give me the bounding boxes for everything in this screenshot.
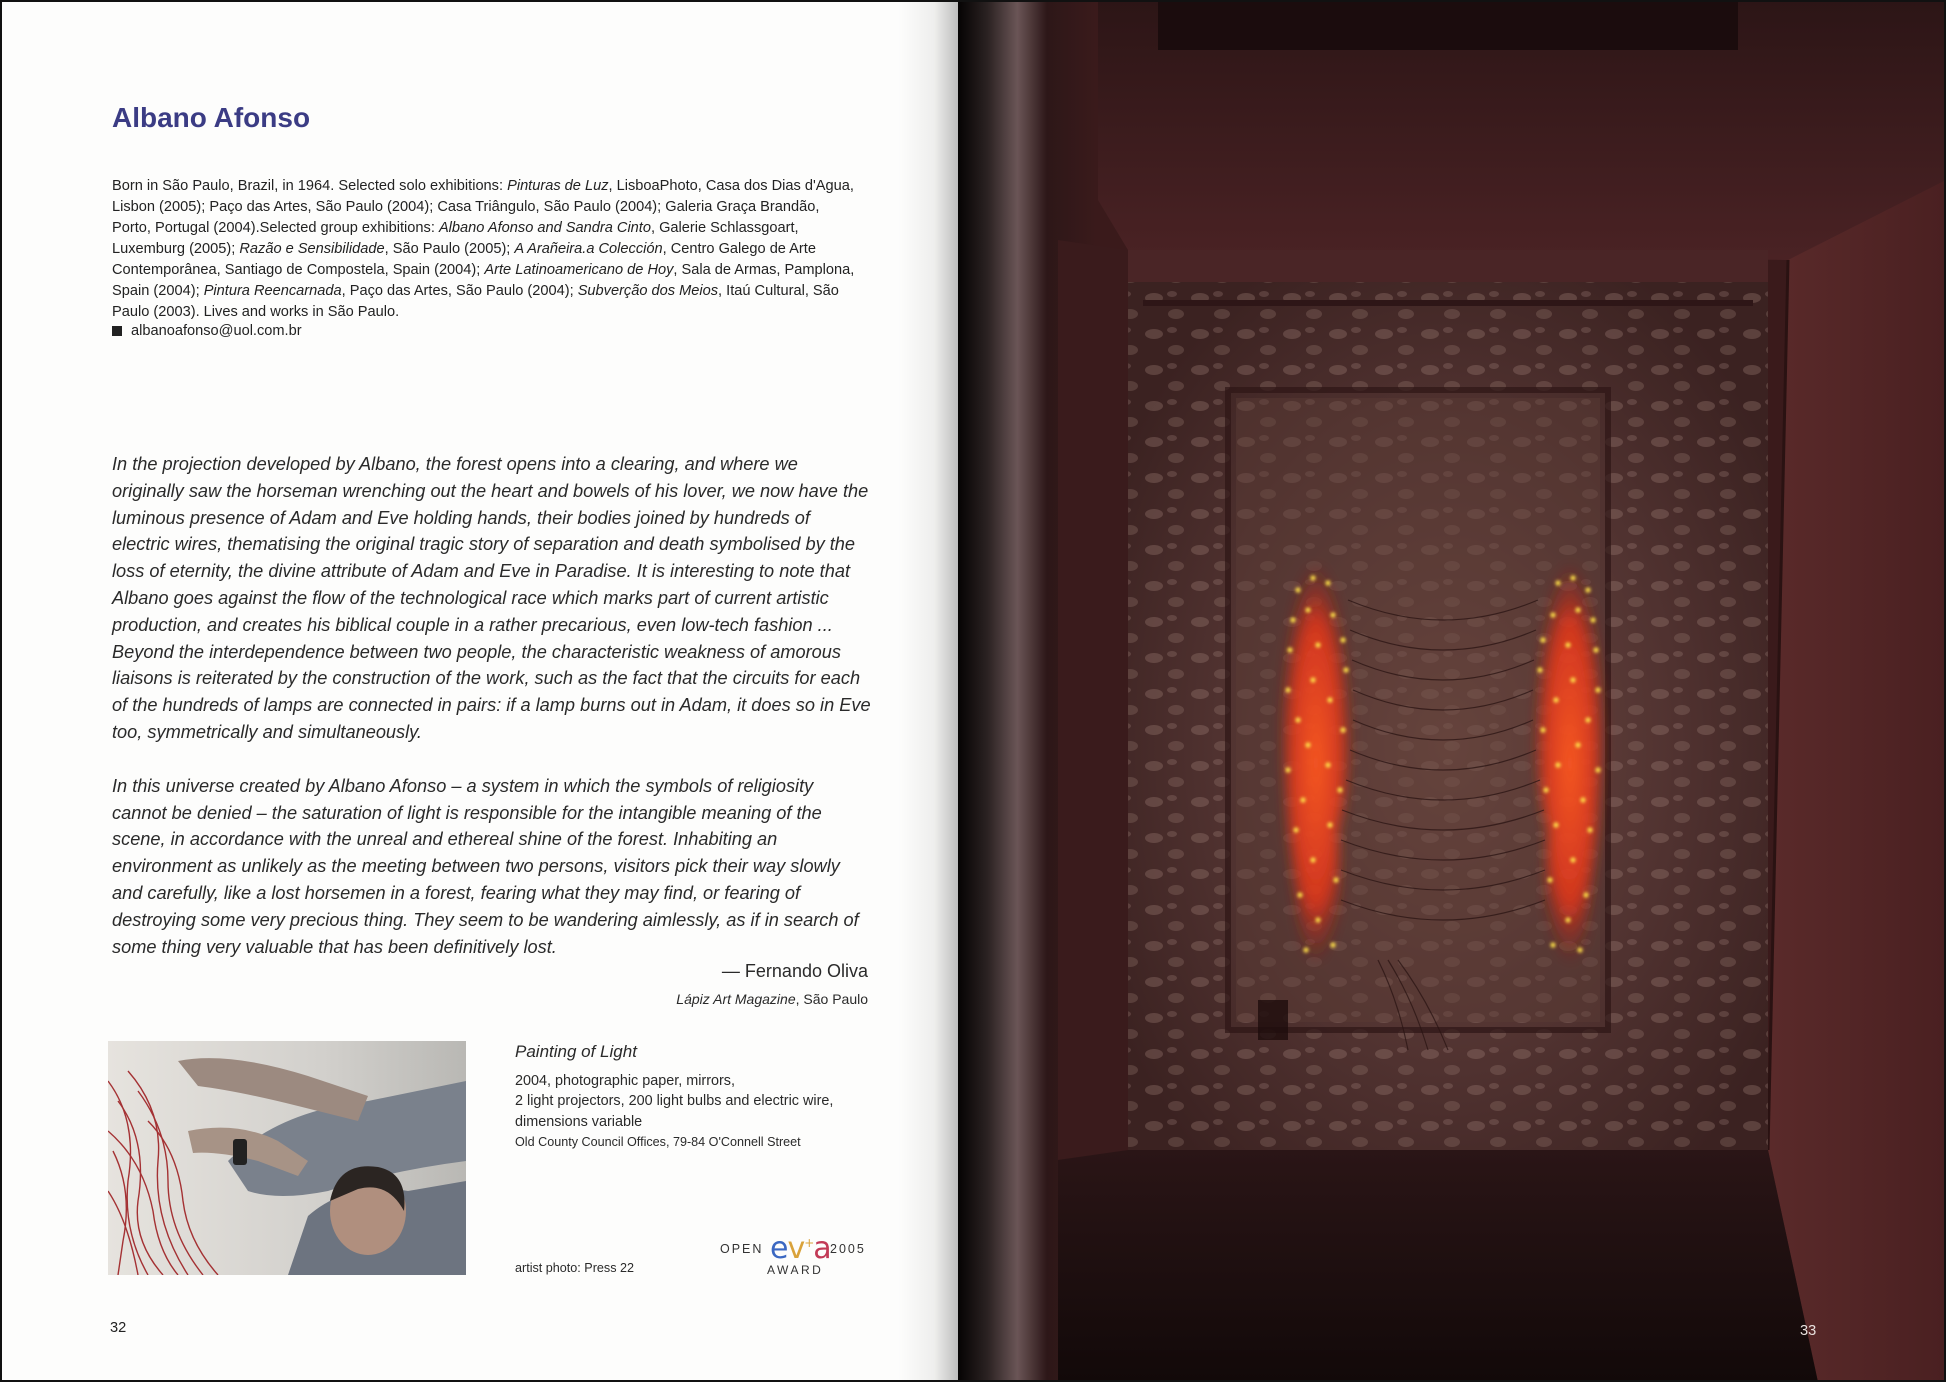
work-location: Old County Council Offices, 79-84 O'Connell Street <box>515 1135 801 1149</box>
work-details <box>515 1071 875 1132</box>
work-title: Painting of Light <box>515 1042 637 1061</box>
bio-exhibition-title: Albano Afonso and Sandra Cinto <box>438 220 651 236</box>
eva-plus: + <box>804 1236 814 1250</box>
bio-text: , Paço das Artes, São Paulo (2004); <box>341 283 578 299</box>
eva-letter: a <box>813 1231 831 1266</box>
photo-credit: artist photo: Press 22 <box>515 1261 635 1275</box>
bio-exhibition-title: Razão e Sensibilidade <box>239 241 385 257</box>
eva-logo <box>770 1226 831 1266</box>
gutter-shadow <box>898 0 958 1382</box>
bio-text: , Galerie Schlassgoart, Luxemburg (2005); <box>112 220 799 257</box>
eva-letter: v <box>787 1231 805 1266</box>
page-number-right: 33 <box>1800 1323 1817 1339</box>
quote-source <box>676 991 868 1007</box>
quote-author: — Fernando Oliva <box>721 961 868 981</box>
open-eva-award-logo <box>718 1226 878 1281</box>
artist-bio <box>112 176 862 323</box>
page-number-left: 32 <box>110 1320 127 1336</box>
bio-text: , Centro Galego de Arte Contemporânea, Santiago de Compostela, Spain (2004); <box>112 241 816 278</box>
bio-text: , São Paulo (2005); <box>384 241 515 257</box>
award-year: 2005 <box>830 1242 866 1256</box>
bio-text: Born in São Paulo, Brazil, in 1964. Selected solo exhibitions: <box>112 178 508 194</box>
artist-photo <box>108 1041 466 1275</box>
bio-exhibition-title: Pintura Reencarnada <box>203 283 342 299</box>
installation-illustration <box>958 0 1946 1382</box>
quote-paragraph: In this universe created by Albano Afonso – a system in which the symbols of religiosity cannot be denied – the saturation of light is responsible for the intangible meaning of the scene, in accordance with the unreal and ethereal shine of the forest. Inhabiting an environment as unlikely as the meeting between two persons, visitors pick their way slowly and carefully, like a lost horsemen in a forest, fearing what they may find, or fearing of destroying some very precious thing. They seem to be wandering aimlessly, as if in search of some thing very valuable that has been definitively lost. <box>112 775 859 957</box>
bio-text: , LisboaPhoto, Casa dos Dias d'Agua, Lisbon (2005); Paço das Artes, São Paulo (2004); Casa Triângulo, São Paulo (2004); Galeria Graça Brandão, Porto, Portugal (2004).Selected group exhibitions: <box>112 178 854 236</box>
bio-text: , Sala de Armas, Pamplona, Spain (2004); <box>112 262 855 299</box>
left-page <box>0 0 958 1382</box>
bio-exhibition-title: Pinturas de Luz <box>507 178 609 194</box>
quote-paragraph: In the projection developed by Albano, the forest opens into a clearing, and where we originally saw the horseman wrenching out the heart and bowels of his lover, we now have the luminous presence of Adam and Eve holding hands, their bodies joined by hundreds of electric wires, thematising the original tragic story of separation and death symbolised by the loss of eternity, the divine attribute of Adam and Eve in Paradise. It is interesting to note that Albano goes against the flow of the technological race which marks part of current artistic production, and creates his biblical couple in a rather precarious, even low-tech fashion ... Beyond the interdependence between two people, the characteristic weakness of amorous liaisons is reiterated by the construction of the work, such as the fact that the circuits for each of the hundreds of lamps are connected in pairs: if a lamp burns out in Adam, it does so in Eve too, symmetrically and simultaneously. <box>112 454 871 742</box>
installation-photo <box>958 0 1946 1382</box>
bio-exhibition-title: Arte Latinoamericano de Hoy <box>484 262 674 278</box>
bio-exhibition-title: A Arañeira.a Colección <box>514 241 663 257</box>
artist-name: Albano Afonso <box>112 102 311 133</box>
award-word: AWARD <box>767 1263 824 1277</box>
work-detail-line: dimensions variable <box>515 1113 643 1130</box>
award-open-label: OPEN <box>720 1242 764 1256</box>
bio-text: , Itaú Cultural, São Paulo (2003). Lives and works in São Paulo. <box>112 283 839 320</box>
work-detail-line: 2004, photographic paper, mirrors, <box>515 1073 735 1089</box>
critic-quote <box>112 451 872 960</box>
quote-source-magazine: Lápiz Art Magazine <box>676 991 796 1007</box>
email-row <box>112 323 302 339</box>
artist-email[interactable]: albanoafonso@uol.com.br <box>131 323 302 339</box>
square-bullet-icon <box>112 326 122 336</box>
quote-source-city: , São Paulo <box>795 991 868 1007</box>
work-detail-line: 2 light projectors, 200 light bulbs and electric wire, <box>515 1093 834 1110</box>
eva-letter: e <box>770 1231 788 1266</box>
bio-exhibition-title: Subverção dos Meios <box>577 283 719 299</box>
